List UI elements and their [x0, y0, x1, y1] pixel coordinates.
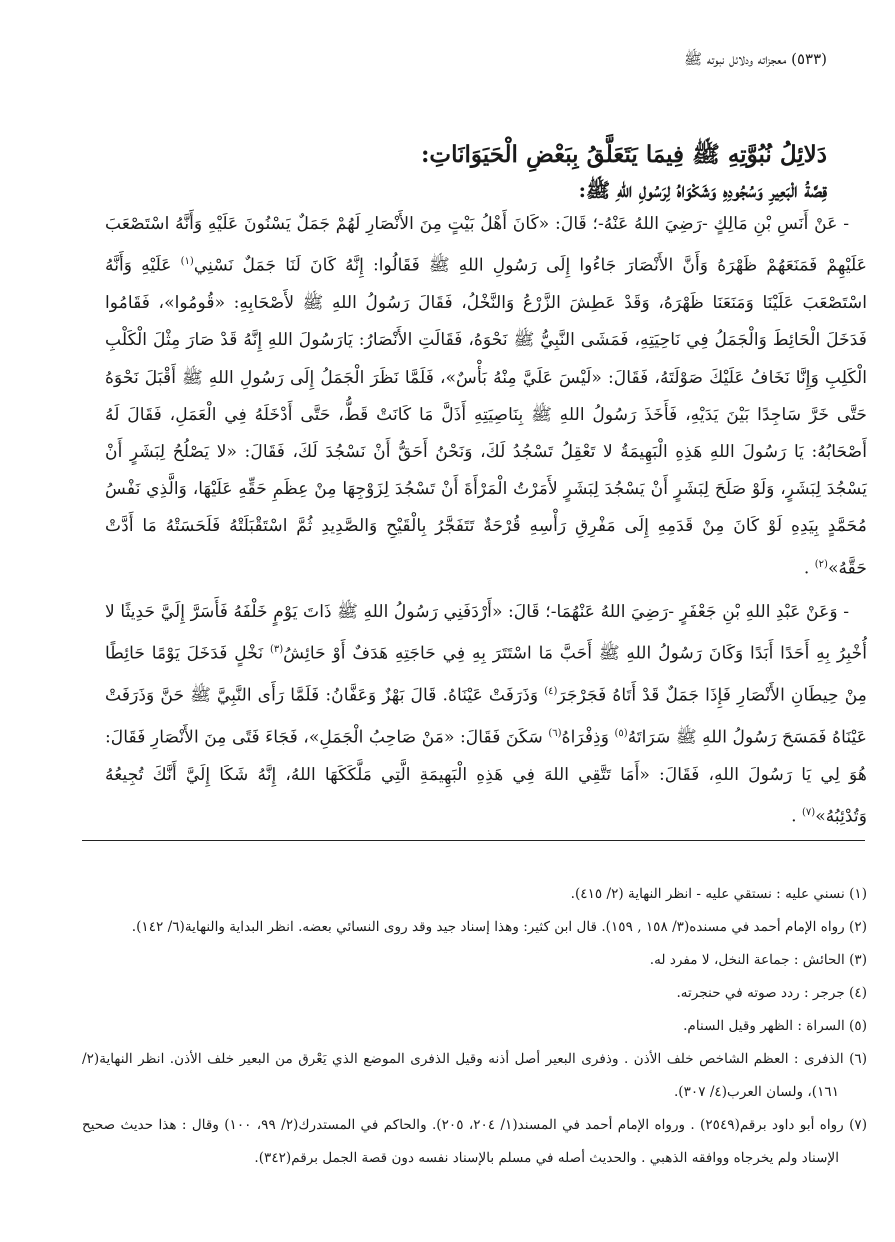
text: وَذِفْرَاهُ [561, 727, 615, 748]
footnote-ref[interactable]: (٢) [814, 558, 828, 570]
footnote-ref[interactable]: (٥) [614, 727, 628, 739]
paragraph-1 [105, 206, 867, 588]
text: وَذَرَفَتْ عَيْنَاهُ. قَالَ بَهْزٌ وَعَفَّانُ: فَلَمَّا رَأَى النَّبِيَّ ﷺ حَنَّ وَذَرَفَتْ عَيْنَاهُ فَمَسَحَ رَسُولُ اللهِ ﷺ سَرَاتَهُ [105, 685, 867, 748]
section-title: دَلائِلُ نُبُوَّتِهِ ﷺ فِيمَا يَتَعَلَّقُ بِبَعْضِ الْحَيَوَانَاتِ: [420, 141, 827, 168]
text: . [803, 558, 815, 579]
text: عَلَيْهِ وَأَنَّهُ اسْتَصْعَبَ عَلَيْنَا وَمَنَعَنَا ظَهْرَهُ، وَقَدْ عَطِشَ الزَّرْعُ وَالنَّخْلُ، فَقَالَ رَسُولُ اللهِ ﷺ لأَصْحَابِهِ: «قُومُوا»، فَقَامُوا فَدَخَلَ الْحَائِطَ وَالْجَمَلُ فِي نَاحِيَتِهِ، فَمَشَى النَّبِيُّ ﷺ نَحْوَهُ، فَقَالَتِ الأَنْصَارُ: يَارَسُولَ اللهِ إِنَّهُ قَدْ صَارَ مِثْلَ الْكَلْبِ الْكَلِبِ وَإِنَّا نَخَافُ عَلَيْكَ صَوْلَتَهُ، فَقَالَ: «لَيْسَ عَلَيَّ مِنْهُ بَأْسٌ»، فَلَمَّا نَظَرَ الْجَمَلُ إِلَى رَسُولِ اللهِ ﷺ أَقْبَلَ نَحْوَهُ حَتَّى خَرَّ سَاجِدًا بَيْنَ يَدَيْهِ، فَأَخَذَ رَسُولُ اللهِ ﷺ بِنَاصِيَتِهِ أَذَلَّ مَا كَانَتْ قَطُّ، حَتَّى أَدْخَلَهُ فِي الْعَمَلِ، فَقَالَ لَهُ أَصْحَابُهُ: يَا رَسُولَ اللهِ هَذِهِ الْبَهِيمَةُ لا تَعْقِلُ تَسْجُدُ لَكَ، وَنَحْنُ أَحَقُّ أَنْ نَسْجُدَ لَكَ، فَقَالَ: «لا يَصْلُحُ لِبَشَرٍ أَنْ يَسْجُدَ لِبَشَرٍ، وَلَوْ صَلَحَ لِبَشَرٍ أَنْ يَسْجُدَ لِبَشَرٍ لأَمَرْتُ الْمَرْأَةَ أَنْ تَسْجُدَ لِزَوْجِهَا مِنْ عِظَمِ حَقِّهِ عَلَيْهَا، وَالَّذِي نَفْسُ مُحَمَّدٍ بِيَدِهِ لَوْ كَانَ مِنْ قَدَمِهِ إِلَى مَفْرِقِ رَأْسِهِ قُرْحَةٌ تَتَفَجَّرُ بِالْقَيْحِ وَالصَّدِيدِ ثُمَّ اسْتَقْبَلَتْهُ فَلَحَسَتْهُ مَا أَدَّتْ حَقَّهُ» [105, 255, 867, 579]
text: - وَعَنْ عَبْدِ اللهِ بْنِ جَعْفَرٍ -رَضِيَ اللهُ عَنْهُمَا-؛ قَالَ: «أَرْدَفَنِي رَسُولُ اللهِ ﷺ ذَاتَ يَوْمٍ خَلْفَهُ فَأَسَرَّ إِلَيَّ حَدِيثًا لا أُخْبِرُ بِهِ أَحَدًا أَبَدًا وَكَانَ رَسُولُ اللهِ ﷺ أَحَبَّ مَا اسْتَتَرَ بِهِ فِي حَاجَتِهِ هَدَفٌ أَوْ حَائِشُ [105, 601, 867, 664]
running-head: (٥٣٣) معجزاته ودلائل نبوته ﷺ [684, 50, 827, 68]
text: - عَنْ أَنَسِ بْنِ مَالِكٍ -رَضِيَ اللهُ عَنْهُ-؛ قَالَ: «كَانَ أَهْلُ بَيْتٍ مِنَ الأَنْصَارِ لَهُمْ جَمَلٌ يَسْنُونَ عَلَيْهِ وَأَنَّهُ اسْتَصْعَبَ عَلَيْهِمْ فَمَنَعَهُمْ ظَهْرَهُ وَأَنَّ الأَنْصَارَ جَاءُوا إِلَى رَسُولِ اللهِ ﷺ فَقَالُوا: إِنَّهُ كَانَ لَنَا جَمَلٌ نَسْنِي [105, 214, 867, 276]
footnote-ref[interactable]: (٤) [544, 685, 558, 697]
footnote: (٢) رواه الإمام أحمد في مسنده(٣/ ١٥٨ , ١٥٩). قال ابن كثير: وهذا إسناد جيد وقد روى النسائي بعضه. انظر البداية والنهاية(٦/ ١٤٢). [131, 919, 867, 935]
footnotes [82, 878, 867, 1175]
section-subtitle: قِصَّةُ الْبَعِيرِ وَسُجُودِهِ وَشَكْوَاهُ لِرَسُولِ اللهِ ﷺ: [578, 178, 827, 202]
text: نَخْلٍ فَدَخَلَ يَوْمًا حَائِطًا مِنْ حِيطَانِ الأَنْصَارِ فَإِذَا جَمَلٌ قَدْ أَتَاهُ فَجَرْجَرَ [105, 643, 867, 706]
footnote: (٣) الحائش : جماعة النخل، لا مفرد له. [649, 952, 867, 968]
footnote: (٤) جرجر : ردد صوته في حنجرته. [676, 985, 867, 1001]
text: . [791, 806, 802, 827]
footnote-ref[interactable]: (٣) [269, 643, 284, 655]
footnote-divider [82, 840, 865, 841]
footnote: (٥) السراة : الظهر وقيل السنام. [683, 1018, 867, 1034]
text: سَكَنَ فَقَالَ: «مَنْ صَاحِبُ الْجَمَلِ»، فَجَاءَ فَتًى مِنَ الأَنْصَارِ فَقَالَ: هُوَ لِي يَا رَسُولَ اللهِ، فَقَالَ: «أَمَا تَتَّقِي اللهَ فِي هَذِهِ الْبَهِيمَةِ الَّتِي مَلَّكَكَهَا اللهُ، إِنَّهُ شَكَا إِلَيَّ أَنَّكَ تُجِيعُهُ وَتُدْئِبُهُ» [105, 727, 867, 827]
footnote-ref[interactable]: (٦) [548, 727, 562, 739]
footnote-ref[interactable]: (٧) [802, 806, 816, 818]
footnote-ref[interactable]: (١) [180, 256, 194, 268]
paragraph-2 [105, 594, 867, 836]
footnote: (٧) رواه أبو داود برقم(٢٥٤٩) . ورواه الإمام أحمد في المسند(١/ ٢٠٤، ٢٠٥). والحاكم في المستدرك(٢/ ٩٩، ١٠٠) وقال : هذا حديث صحيح الإسناد ولم يخرجاه ووافقه الذهبي . والحديث أصله في مسلم بالإسناد نفسه دون قصة الجمل برقم(٣٤٢). [82, 1117, 868, 1166]
main-text [105, 206, 867, 836]
footnote: (١) نسني عليه : نستقي عليه - انظر النهاية (٢/ ٤١٥). [570, 886, 867, 902]
footnote: (٦) الذفرى : العظم الشاخص خلف الأذن . وذفرى البعير أصل أذنه وقيل الذفرى الموضع الذي يَعْرق من البعير خلف الأذن. انظر النهاية(٢/ ١٦١)، ولسان العرب(٤/ ٣٠٧). [82, 1051, 867, 1100]
